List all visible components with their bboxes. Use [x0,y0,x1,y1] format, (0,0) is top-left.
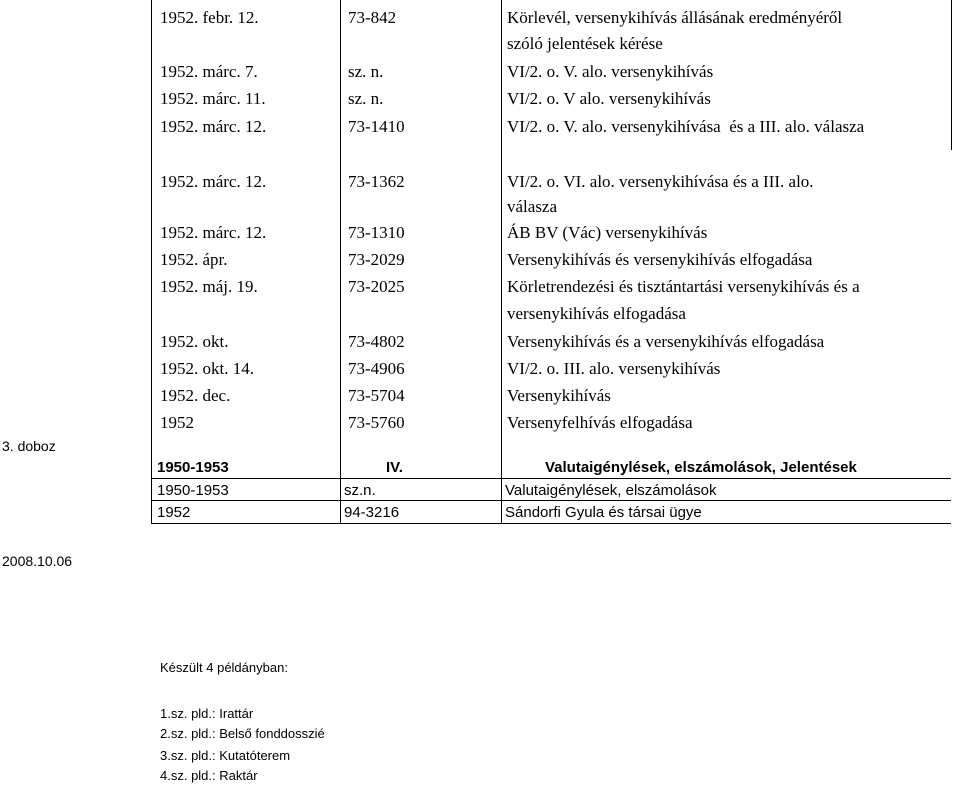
row-description: Körletrendezési és tisztántartási versenykihívás és a [507,277,860,296]
row-number: 73-4906 [348,359,405,378]
row-underline [151,478,951,479]
copies-title: Készült 4 példányban: [160,660,288,675]
row-number: sz. n. [348,62,384,81]
row-date: 1952. márc. 11. [160,89,266,108]
row-description-cont: szóló jelentések kérése [507,34,663,53]
footer-date: 2008.10.06 [2,553,73,569]
copy-item: 1.sz. pld.: Irattár [160,706,254,721]
row-number: IV. [386,459,403,476]
row-date: 1952. ápr. [160,250,228,269]
row-description: Versenykihívás és a versenykihívás elfogadása [507,332,825,351]
row-date: 1952. márc. 7. [160,62,258,81]
row-description: Versenykihívás [507,386,611,405]
row-number: 73-1310 [348,223,405,242]
row-description-cont: válasza [507,197,558,216]
row-date: 1952 [157,504,191,521]
row-date: 1952. okt. 14. [160,359,254,378]
row-date: 1950-1953 [157,482,229,499]
row-description: VI/2. o. V. alo. versenykihívás [507,62,714,81]
copy-item: 2.sz. pld.: Belső fonddosszié [160,726,325,741]
row-description: ÁB BV (Vác) versenykihívás [507,223,708,242]
row-number: sz.n. [344,482,376,499]
row-description: Valutaigénylések, elszámolások [505,482,717,499]
copy-item: 3.sz. pld.: Kutatóterem [160,748,291,763]
row-description: VI/2. o. VI. alo. versenykihívása és a III. alo. [507,172,814,191]
row-date: 1952. febr. 12. [160,8,259,27]
row-description-cont: versenykihívás elfogadása [507,304,686,323]
copy-item: 4.sz. pld.: Raktár [160,768,258,783]
row-description: Valutaigénylések, elszámolások, Jelentések [545,459,857,476]
row-date: 1952. dec. [160,386,231,405]
row-number: 73-1410 [348,117,405,136]
row-description: VI/2. o. V alo. versenykihívás [507,89,711,108]
row-number: 73-2029 [348,250,405,269]
row-description: Sándorfi Gyula és társai ügye [505,504,702,521]
row-date: 1952. márc. 12. [160,172,267,191]
table-right-border [951,0,952,150]
row-number: 73-5704 [348,386,405,405]
table-column-divider-2 [501,0,502,524]
row-number: 73-2025 [348,277,405,296]
row-number: 73-842 [348,8,397,27]
row-date: 1952. máj. 19. [160,277,258,296]
box-label: 3. doboz [2,438,56,454]
row-underline [151,523,951,524]
row-number: sz. n. [348,89,384,108]
row-description: Körlevél, versenykihívás állásának eredményéről [507,8,843,27]
row-number: 73-1362 [348,172,405,191]
row-number: 73-5760 [348,413,405,432]
row-description: VI/2. o. III. alo. versenykihívás [507,359,721,378]
row-date: 1952. márc. 12. [160,117,267,136]
row-date: 1952. márc. 12. [160,223,267,242]
row-number: 94-3216 [344,504,400,521]
row-description: Versenykihívás és versenykihívás elfogadása [507,250,813,269]
row-description: VI/2. o. V. alo. versenykihívása és a III. alo. válasza [507,117,865,136]
row-date: 1952 [160,413,194,432]
row-date: 1950-1953 [157,459,229,476]
table-column-divider-1 [340,0,341,524]
table-left-border [151,0,152,524]
row-number: 73-4802 [348,332,405,351]
row-date: 1952. okt. [160,332,229,351]
row-description: Versenyfelhívás elfogadása [507,413,693,432]
